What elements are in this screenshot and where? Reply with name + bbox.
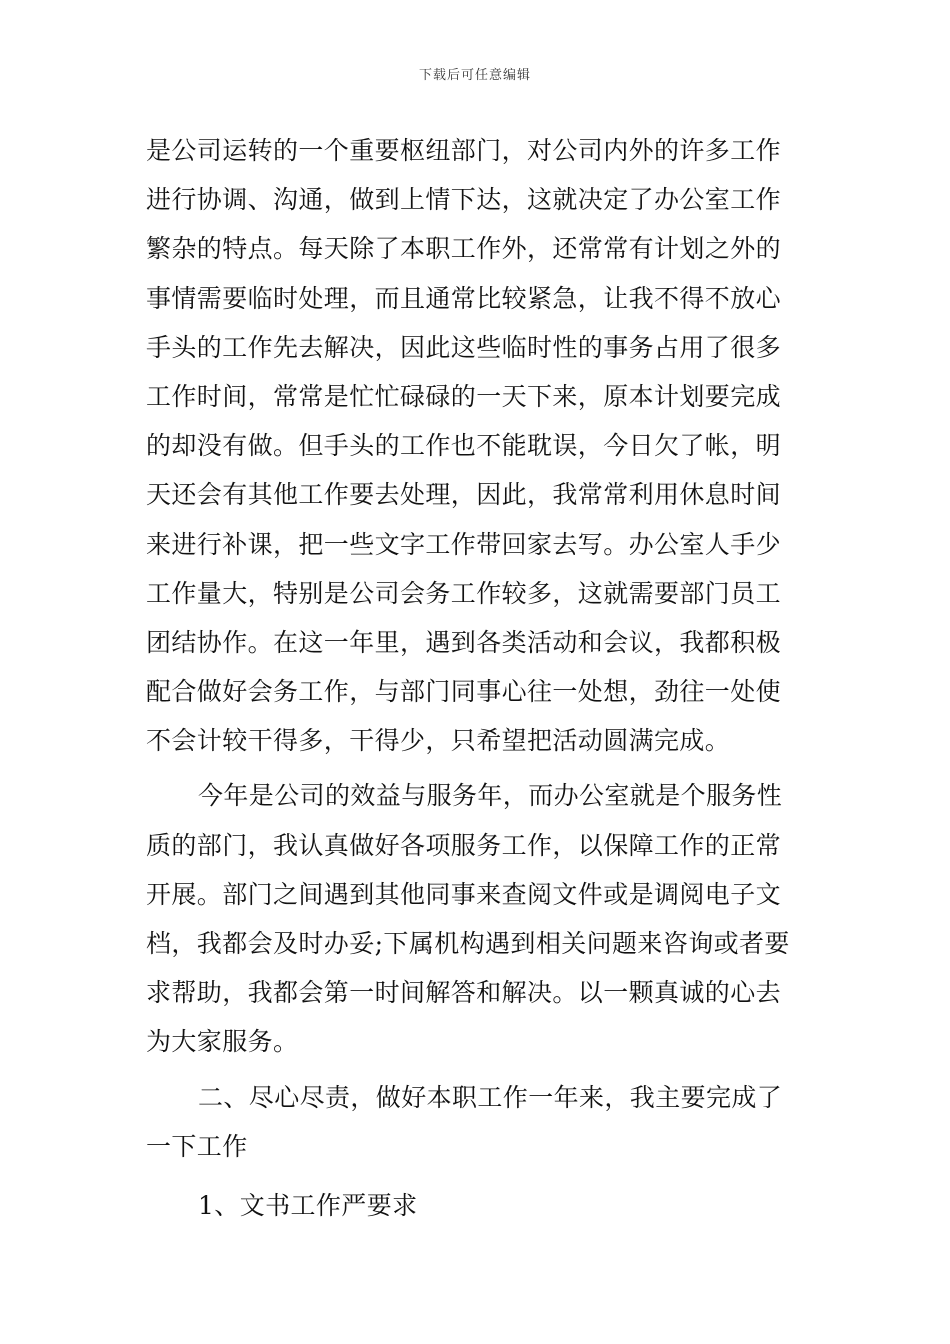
- text-line: 档，我都会及时办妥;下属机构遇到相关问题来咨询或者要: [146, 929, 790, 958]
- text-line: 事情需要临时处理，而且通常比较紧急，让我不得不放心: [146, 283, 782, 313]
- paragraph-3: [146, 1073, 808, 1171]
- text-line: 为大家服务。: [146, 1027, 299, 1057]
- text-line: 一下工作: [146, 1131, 248, 1161]
- text-line: 手头的工作先去解决，因此这些临时性的事务占用了很多: [146, 332, 782, 362]
- text-line: 求帮助，我都会第一时间解答和解决。以一颗真诚的心去: [146, 978, 782, 1008]
- document-body: [146, 126, 808, 1230]
- text-line: 团结协作。在这一年里，遇到各类活动和会议，我都积极: [146, 627, 782, 657]
- text-line: 是公司运转的一个重要枢纽部门，对公司内外的许多工作: [146, 136, 782, 165]
- text-line: 二、尽心尽责，做好本职工作一年来，我主要完成了: [198, 1082, 783, 1112]
- text-line: 质的部门，我认真做好各项服务工作，以保障工作的正常: [146, 830, 782, 860]
- text-line: 配合做好会务工作，与部门同事心往一处想，劲往一处使: [146, 677, 782, 707]
- text-line: 今年是公司的效益与服务年，而办公室就是个服务性: [198, 781, 783, 811]
- text-line: 工作时间，常常是忙忙碌碌的一天下来，原本计划要完成: [146, 381, 782, 411]
- text-line: 来进行补课，把一些文字工作带回家去写。办公室人手少: [146, 529, 782, 559]
- text-line: 开展。部门之间遇到其他同事来查阅文件或是调阅电子文: [146, 879, 782, 909]
- text-line: 工作量大，特别是公司会务工作较多，这就需要部门员工: [146, 578, 782, 608]
- page-header: 下载后可任意编辑: [418, 68, 531, 83]
- text-line: 天还会有其他工作要去处理，因此，我常常利用休息时间: [146, 480, 782, 510]
- text-line: 的却没有做。但手头的工作也不能耽误，今日欠了帐，明: [146, 431, 782, 461]
- text-line: 不会计较干得多，干得少，只希望把活动圆满完成。: [146, 726, 731, 756]
- text-line: 进行协调、沟通，做到上情下达，这就决定了办公室工作: [146, 185, 782, 215]
- text-line: 繁杂的特点。每天除了本职工作外，还常常有计划之外的: [146, 234, 782, 264]
- paragraph-4: [146, 1181, 808, 1230]
- paragraph-2: [146, 771, 808, 1066]
- section-heading: 1、文书工作严要求: [198, 1190, 418, 1220]
- paragraph-1: [146, 126, 808, 765]
